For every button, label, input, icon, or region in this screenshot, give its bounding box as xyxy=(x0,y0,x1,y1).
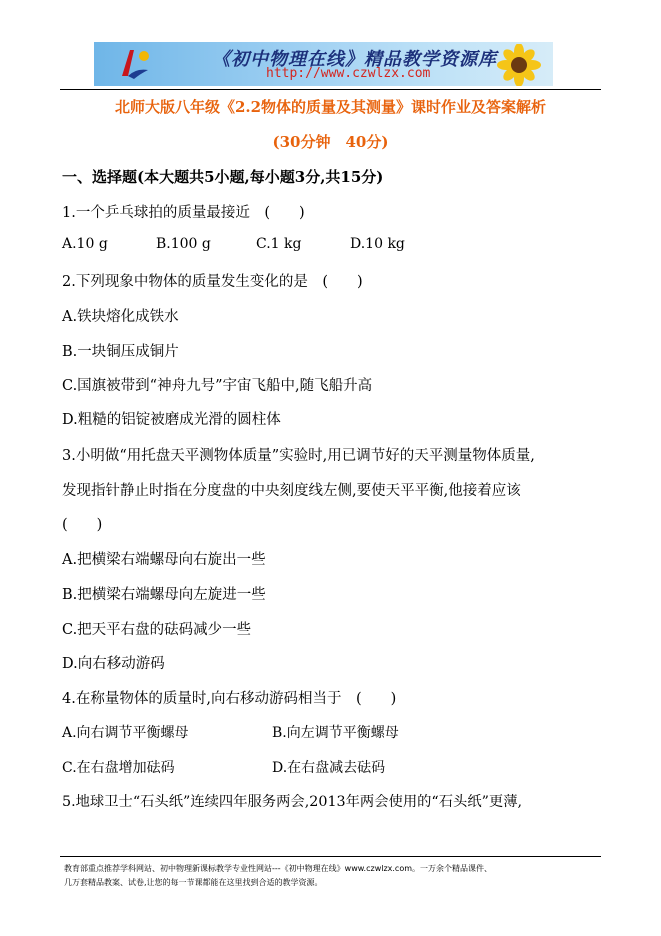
question-3-stem-line2: 发现指针静止时指在分度盘的中央刻度线左侧,要使天平平衡,他接着应该 xyxy=(62,483,521,499)
question-3-stem-line1: 3.小明做“用托盘天平测物体质量”实验时,用已调节好的天平测量物体质量, xyxy=(62,448,535,464)
question-2-stem: 2.下列现象中物体的质量发生变化的是 ( ) xyxy=(62,274,363,290)
section-heading: 一、选择题(本大题共5小题,每小题3分,共15分) xyxy=(62,168,384,186)
question-4-option-d: D.在右盘减去砝码 xyxy=(272,760,386,776)
question-2-option-b: B.一块铜压成铜片 xyxy=(62,344,179,360)
question-3-option-b: B.把横梁右端螺母向左旋进一些 xyxy=(62,587,266,603)
document-subtitle: (30分钟 40分) xyxy=(272,133,389,151)
site-logo-icon xyxy=(114,46,154,82)
question-1-option-a: A.10 g xyxy=(62,236,108,252)
banner-url: http://www.czwlzx.com xyxy=(266,66,431,81)
question-3-stem-line3: ( ) xyxy=(62,517,103,533)
question-2-option-c: C.国旗被带到“神舟九号”宇宙飞船中,随飞船升高 xyxy=(62,378,373,394)
question-1-option-d: D.10 kg xyxy=(350,236,405,252)
question-3-option-d: D.向右移动游码 xyxy=(62,656,165,672)
footer-line-2: 几万套精品教案、试卷,让您的每一节课都能在这里找到合适的教学资源。 xyxy=(64,878,323,887)
question-4-stem: 4.在称量物体的质量时,向右移动游码相当于 ( ) xyxy=(62,691,397,707)
question-1-stem: 1.一个乒乓球拍的质量最接近 ( ) xyxy=(62,205,305,221)
document-title: 北师大版八年级《2.2物体的质量及其测量》课时作业及答案解析 xyxy=(114,98,547,116)
question-4-option-c: C.在右盘增加砝码 xyxy=(62,760,175,776)
question-3-option-a: A.把横梁右端螺母向右旋出一些 xyxy=(62,552,266,568)
question-5-stem-line1: 5.地球卫士“石头纸”连续四年服务两会,2013年两会使用的“石头纸”更薄, xyxy=(62,794,523,810)
question-4-option-a: A.向右调节平衡螺母 xyxy=(62,725,189,741)
question-3-option-c: C.把天平右盘的砝码减少一些 xyxy=(62,622,252,638)
question-2-option-d: D.粗糙的铝锭被磨成光滑的圆柱体 xyxy=(62,412,281,428)
question-2-option-a: A.铁块熔化成铁水 xyxy=(62,309,179,325)
sunflower-icon xyxy=(489,44,549,86)
header-banner xyxy=(94,42,553,86)
footer-divider xyxy=(60,856,601,857)
header-divider xyxy=(60,89,601,90)
question-1-option-c: C.1 kg xyxy=(256,236,302,252)
question-4-option-b: B.向左调节平衡螺母 xyxy=(272,725,399,741)
banner-title: 《初中物理在线》精品教学资源库 xyxy=(212,49,497,70)
footer-line-1: 教育部重点推荐学科网站、初中物理新课标教学专业性网站---《初中物理在线》www.czwlzx.com。一万余个精品课件、 xyxy=(64,864,493,873)
question-1-option-b: B.100 g xyxy=(156,236,211,252)
